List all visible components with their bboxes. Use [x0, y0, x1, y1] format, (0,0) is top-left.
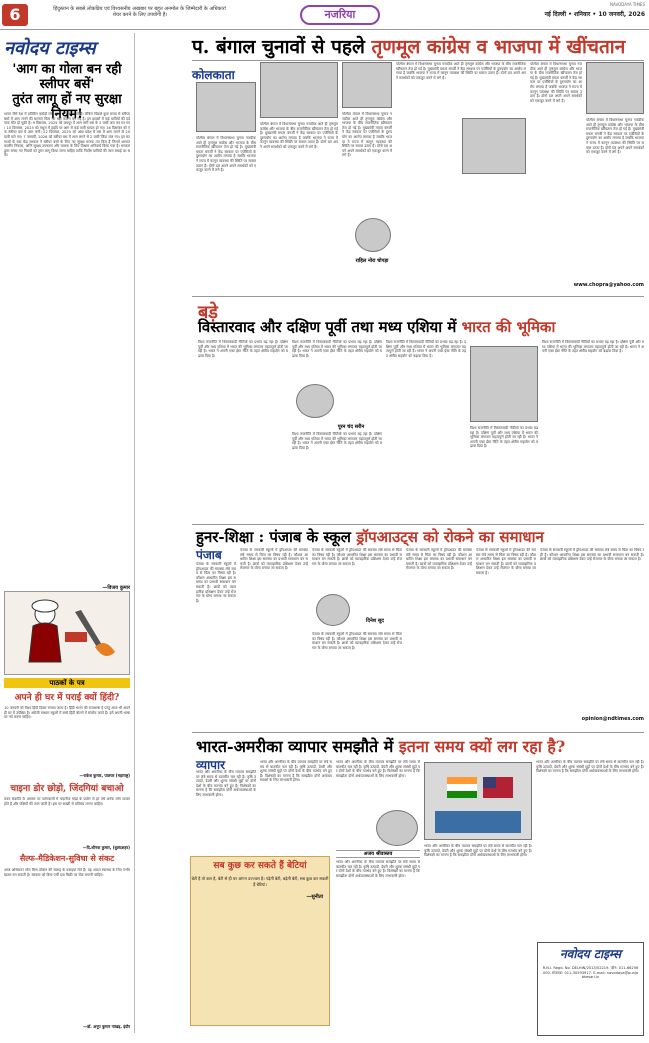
- poem-author: —सुनीता: [306, 894, 323, 900]
- column-rule: [134, 33, 135, 1033]
- article1-photo-4: [462, 118, 526, 174]
- article2-body-col4: विश्व राजनीति में विस्तारवादी नीतियों का प्रभाव बढ़ रहा है। दक्षिण पूर्वी और मध्य एशिया में भारत की भूमिका लगातार महत्वपूर्ण होती जा रही है। भारत ने अपनी एक्ट ईस्ट नीति के तहत क्षेत्रीय सहयोग को बढ़ावा दिया है।: [470, 426, 538, 449]
- article3-body-col1: पंजाब के सरकारी स्कूलों में ड्रॉपआउट की समस्या लंबे समय से चिंता का विषय रही है। कौशल आधारित शिक्षा इस समस्या का प्रभावी समाधान बन सकती है। छात्रों को व्यावहारिक प्रशिक्षण देकर उन्हें रोजगार के योग्य बनाया जा सकता है।: [196, 562, 236, 603]
- article1-body-col4: पश्चिम बंगाल में विधानसभा चुनाव नजदीक आते ही तृणमूल कांग्रेस और भाजपा के बीच राजनीतिक खींचतान तेज हो गई है। मुख्यमंत्री ममता बनर्जी ने केंद्र सरकार पर एजेंसियों के दुरुपयोग का आरोप लगाया है जबकि भाजपा ने राज्य में कानून व्यवस्था की स्थिति पर सवाल उठाए हैं। दोनों दल अपने अपने समर्थकों को एकजुट करने में लगे हैं।: [396, 62, 526, 80]
- letter2-author: —दि.शौनक कुमार, (बुलंदशहर): [82, 845, 130, 850]
- article2-headline-black: विस्तारवाद और दक्षिण पूर्वी तथा मध्य एशिया में: [198, 318, 457, 336]
- article3-body-col2: पंजाब के सरकारी स्कूलों में ड्रॉपआउट की समस्या लंबे समय से चिंता का विषय रही है। कौशल आधारित शिक्षा इस समस्या का प्रभावी समाधान बन सकती है। छात्रों को व्यावहारिक प्रशिक्षण देकर उन्हें रोजगार के योग्य बनाया जा सकता है।: [240, 548, 308, 571]
- article2-body-col2: विश्व राजनीति में विस्तारवादी नीतियों का प्रभाव बढ़ रहा है। दक्षिण पूर्वी और मध्य एशिया में भारत की भूमिका लगातार महत्वपूर्ण होती जा रही है। भारत ने अपनी एक्ट ईस्ट नीति के तहत क्षेत्रीय सहयोग को बढ़ावा दिया है।: [292, 340, 382, 358]
- article3-headline-red: ड्रॉपआउट्स को रोकने का समाधान: [356, 528, 544, 546]
- article3-body-col3b: पंजाब के सरकारी स्कूलों में ड्रॉपआउट की समस्या लंबे समय से चिंता का विषय रही है। कौशल आधारित शिक्षा इस समस्या का प्रभावी समाधान बन सकती है। छात्रों को व्यावहारिक प्रशिक्षण देकर उन्हें रोजगार के योग्य बनाया जा सकता है।: [312, 632, 402, 650]
- masthead-motto: हिंदुस्तान के सबसे लोकप्रिय एवं विश्वसनीय अखबार पर बहुत अनमोल के जिम्मेदारी के अधिकार! शेयर करने के लिए उपयोगी है।: [53, 6, 227, 18]
- editorial-author: —विजय कुमार: [102, 585, 130, 591]
- article1-headline: [192, 35, 644, 59]
- article1-photo-1: [196, 82, 256, 132]
- poem-text: बेटी है तो कल है, बेटी से ही घर आंगन उज्ज्वल है। पढ़ेगी बेटी, बढ़ेगी बेटी, सब कुछ कर सकती हैं बेटियां।: [191, 876, 329, 887]
- headline-rule: [192, 60, 644, 61]
- article1-headline-red: तृणमूल कांग्रेस व भाजपा में खींचतान: [371, 36, 626, 58]
- imprint-box: [537, 942, 644, 1036]
- poem-box: [190, 856, 330, 1026]
- article3-headline-black: हुनर-शिक्षा : पंजाब के स्कूल: [196, 528, 351, 546]
- article1-photo-5: [586, 62, 644, 114]
- article1-body-col2: पश्चिम बंगाल में विधानसभा चुनाव नजदीक आते ही तृणमूल कांग्रेस और भाजपा के बीच राजनीतिक खींचतान तेज हो गई है। मुख्यमंत्री ममता बनर्जी ने केंद्र सरकार पर एजेंसियों के दुरुपयोग का आरोप लगाया है जबकि भाजपा ने राज्य में कानून व्यवस्था की स्थिति पर सवाल उठाए हैं। दोनों दल अपने अपने समर्थकों को एकजुट करने में लगे हैं।: [260, 122, 338, 149]
- article1-photo-2: [260, 62, 338, 118]
- editorial-title: 'आग का गोला बन रही स्लीपर बसें': [12, 62, 122, 92]
- editorial-body: भारत जैसे देश में प्रतिदिन करोड़ों लोग बसों से यात्रा करते हैं। लेकिन पिछले कुछ समय से स्लीपर बसों में आग लगने की घटनाएं चिंता का बड़ा कारण बन गई हैं। इन हादसों में कई यात्रियों की दर्दनाक मौत हो चुकी है। 9 दिसम्बर, 2025 को जयपुर में आग लगी बस के 2 यात्री जल कर मर गए। 10 दिसम्बर, 2025 को मथुरा में हाईवे पर आग से कई यात्री घायल हो गए। 16 दिसम्बर को एक स्लीपर बस में आग लगी। 22 दिसम्बर, 2025 को आंध्र प्रदेश में बस में आग लगने से 20 यात्री मारे गए। 7 जनवरी, 2026 को स्लीपर बस में आग लगने से 2 यात्री जिंदा जल गए। इन घटनाओं के बाद केंद्र सरकार ने स्लीपर बसों के लिए नए सुरक्षा मानक तय किए हैं जिनमें आपातकालीन निकास, अग्नि सुरक्षा उपकरण और चालक के लिए विश्राम अनिवार्य किया गया है। सरकार द्वारा बनाए गए नियमों को तुरंत लागू किया जाना चाहिए ताकि निर्दोष यात्रियों की जान बचाई जा सके।: [4, 112, 130, 158]
- section-rule: [192, 524, 644, 525]
- author-photo-sarin: [296, 384, 334, 418]
- author-photo-ajay: [376, 810, 418, 846]
- article1-email: www.chopra@yahoo.com: [573, 282, 644, 288]
- article4-body-col5: भारत और अमरीका के बीच व्यापार समझौते पर लंबे समय से बातचीत चल रही है। कृषि उत्पादों, डेयरी और शुल्क संबंधी मुद्दों पर दोनों देशों के बीच मतभेद बने हुए हैं। विशेषज्ञों का मानना है कि समझौता दोनों अर्थव्यवस्थाओं के लिए लाभकारी होगा।: [536, 760, 644, 774]
- letter2-title: चाइना डोर छोड़ो, जिंदगियां बचाओ: [10, 784, 124, 794]
- article4-photo-flags: [424, 762, 532, 840]
- article2-body-col1: विश्व राजनीति में विस्तारवादी नीतियों का प्रभाव बढ़ रहा है। दक्षिण पूर्वी और मध्य एशिया में भारत की भूमिका लगातार महत्वपूर्ण होती जा रही है। भारत ने अपनी एक्ट ईस्ट नीति के तहत क्षेत्रीय सहयोग को बढ़ावा दिया है।: [198, 340, 288, 358]
- article4-body-col1: भारत और अमरीका के बीच व्यापार समझौते पर लंबे समय से बातचीत चल रही है। कृषि उत्पादों, डेयरी और शुल्क संबंधी मुद्दों पर दोनों देशों के बीच मतभेद बने हुए हैं। विशेषज्ञों का मानना है कि समझौता दोनों अर्थव्यवस्थाओं के लिए लाभकारी होगा।: [196, 770, 256, 797]
- article2-headline: [198, 318, 644, 336]
- article2-body-col3: विश्व राजनीति में विस्तारवादी नीतियों का प्रभाव बढ़ रहा है। दक्षिण पूर्वी और मध्य एशिया में भारत की भूमिका लगातार महत्वपूर्ण होती जा रही है। भारत ने अपनी एक्ट ईस्ट नीति के तहत क्षेत्रीय सहयोग को बढ़ावा दिया है।: [386, 340, 466, 358]
- article4-body-col3b: भारत और अमरीका के बीच व्यापार समझौते पर लंबे समय से बातचीत चल रही है। कृषि उत्पादों, डेयरी और शुल्क संबंधी मुद्दों पर दोनों देशों के बीच मतभेद बने हुए हैं। विशेषज्ञों का मानना है कि समझौता दोनों अर्थव्यवस्थाओं के लिए लाभकारी होगा।: [336, 860, 420, 878]
- imprint-logo: नवोदय टाइम्स: [559, 947, 621, 961]
- article2-photo: [470, 346, 538, 422]
- article4-body-col2: भारत और अमरीका के बीच व्यापार समझौते पर लंबे समय से बातचीत चल रही है। कृषि उत्पादों, डेयरी और शुल्क संबंधी मुद्दों पर दोनों देशों के बीच मतभेद बने हुए हैं। विशेषज्ञों का मानना है कि समझौता दोनों अर्थव्यवस्थाओं के लिए लाभकारी होगा।: [260, 760, 332, 783]
- article4-headline-black: भारत-अमरीका व्यापार समझौते में: [196, 737, 394, 756]
- section-rule: [192, 296, 644, 297]
- article2-body-col2b: विश्व राजनीति में विस्तारवादी नीतियों का प्रभाव बढ़ रहा है। दक्षिण पूर्वी और मध्य एशिया में भारत की भूमिका लगातार महत्वपूर्ण होती जा रही है। भारत ने अपनी एक्ट ईस्ट नीति के तहत क्षेत्रीय सहयोग को बढ़ावा दिया है।: [292, 432, 382, 450]
- article3-body-col6: पंजाब के सरकारी स्कूलों में ड्रॉपआउट की समस्या लंबे समय से चिंता का विषय रही है। कौशल आधारित शिक्षा इस समस्या का प्रभावी समाधान बन सकती है। छात्रों को व्यावहारिक प्रशिक्षण देकर उन्हें रोजगार के योग्य बनाया जा सकता है।: [540, 548, 644, 562]
- letter3-body: आज अधिकतर लोग बिना डॉक्टर की सलाह के दवाइयां लेते हैं। यह आदत स्वास्थ्य के लिए गंभीर खतरा बन सकती है। सरकार को बिना पर्ची दवा बिक्री पर रोक लगानी चाहिए।: [4, 868, 130, 877]
- poem-title: सब कुछ कर सकते हैं बेटियां: [213, 861, 307, 871]
- letter3-title: सैल्फ-मैडिकेशन-सुविधा से संकट: [19, 853, 115, 863]
- article1-body-col1: पश्चिम बंगाल में विधानसभा चुनाव नजदीक आते ही तृणमूल कांग्रेस और भाजपा के बीच राजनीतिक खींचतान तेज हो गई है। मुख्यमंत्री ममता बनर्जी ने केंद्र सरकार पर एजेंसियों के दुरुपयोग का आरोप लगाया है जबकि भाजपा ने राज्य में कानून व्यवस्था की स्थिति पर सवाल उठाए हैं। दोनों दल अपने अपने समर्थकों को एकजुट करने में लगे हैं।: [196, 136, 256, 173]
- page-number: 6: [2, 4, 28, 26]
- article3-body-col3: पंजाब के सरकारी स्कूलों में ड्रॉपआउट की समस्या लंबे समय से चिंता का विषय रही है। कौशल आधारित शिक्षा इस समस्या का प्रभावी समाधान बन सकती है। छात्रों को व्यावहारिक प्रशिक्षण देकर उन्हें रोजगार के योग्य बनाया जा सकता है।: [312, 548, 402, 566]
- section-rule: [192, 732, 644, 733]
- editorial-subtitle: तुरंत लागू हों नए सुरक्षा नियम!: [12, 92, 122, 122]
- article4-author: अजय श्रीवास्तव: [336, 850, 420, 858]
- article4-headline: [196, 737, 644, 756]
- article3-body-col5: पंजाब के सरकारी स्कूलों में ड्रॉपआउट की समस्या लंबे समय से चिंता का विषय रही है। कौशल आधारित शिक्षा इस समस्या का प्रभावी समाधान बन सकती है। छात्रों को व्यावहारिक प्रशिक्षण देकर उन्हें रोजगार के योग्य बनाया जा सकता है।: [476, 548, 536, 575]
- article3-headline: [196, 528, 644, 546]
- article3-author: दिनेश सूद: [366, 618, 384, 624]
- site-name: NAVODAYA TIMES: [609, 2, 645, 7]
- article3-body-col4: पंजाब के सरकारी स्कूलों में ड्रॉपआउट की समस्या लंबे समय से चिंता का विषय रही है। कौशल आधारित शिक्षा इस समस्या का प्रभावी समाधान बन सकती है। छात्रों को व्यावहारिक प्रशिक्षण देकर उन्हें रोजगार के योग्य बनाया जा सकता है।: [406, 548, 472, 571]
- article2-author: पूरन चंद सरीन: [337, 424, 365, 430]
- imprint-text: R.N.I. Regd. No. DELHIN/2013/52219. फोन: 011-66256000. संपादक: 011-30593917. E-mail: navodaya@punjabkesari.in: [542, 966, 639, 980]
- article1-body-col5: पश्चिम बंगाल में विधानसभा चुनाव नजदीक आते ही तृणमूल कांग्रेस और भाजपा के बीच राजनीतिक खींचतान तेज हो गई है। मुख्यमंत्री ममता बनर्जी ने केंद्र सरकार पर एजेंसियों के दुरुपयोग का आरोप लगाया है जबकि भाजपा ने राज्य में कानून व्यवस्था की स्थिति पर सवाल उठाए हैं। दोनों दल अपने अपने समर्थकों को एकजुट करने में लगे हैं।: [530, 62, 582, 103]
- letter1-body: 10 जनवरी को विश्व हिंदी दिवस मनाया जाता है। हिंदी भारत की राजभाषा है परंतु आज भी अपने ही घर में उपेक्षित है। अंग्रेजी माध्यम स्कूलों में बच्चे हिंदी बोलने में संकोच करते हैं। हमें अपनी भाषा पर गर्व करना चाहिए।: [4, 706, 130, 720]
- article1-headline-black: प. बंगाल चुनावों से पहले: [192, 36, 365, 58]
- article4-headline-red: इतना समय क्यों लग रहा है?: [398, 737, 566, 756]
- article1-body-col3: पश्चिम बंगाल में विधानसभा चुनाव नजदीक आते ही तृणमूल कांग्रेस और भाजपा के बीच राजनीतिक खींचतान तेज हो गई है। मुख्यमंत्री ममता बनर्जी ने केंद्र सरकार पर एजेंसियों के दुरुपयोग का आरोप लगाया है जबकि भाजपा ने राज्य में कानून व्यवस्था की स्थिति पर सवाल उठाए हैं। दोनों दल अपने अपने समर्थकों को एकजुट करने में लगे हैं।: [342, 112, 392, 158]
- article3-email: opinion@ndtimes.com: [581, 716, 644, 722]
- cartoon-drawing: [5, 592, 129, 674]
- article2-body-col5: विश्व राजनीति में विस्तारवादी नीतियों का प्रभाव बढ़ रहा है। दक्षिण पूर्वी और मध्य एशिया में भारत की भूमिका लगातार महत्वपूर्ण होती जा रही है। भारत ने अपनी एक्ट ईस्ट नीति के तहत क्षेत्रीय सहयोग को बढ़ावा दिया है।: [542, 340, 644, 354]
- author-photo-rahil: [355, 218, 391, 252]
- cartoon-image: [4, 591, 130, 675]
- article1-body-col6: पश्चिम बंगाल में विधानसभा चुनाव नजदीक आते ही तृणमूल कांग्रेस और भाजपा के बीच राजनीतिक खींचतान तेज हो गई है। मुख्यमंत्री ममता बनर्जी ने केंद्र सरकार पर एजेंसियों के दुरुपयोग का आरोप लगाया है जबकि भाजपा ने राज्य में कानून व्यवस्था की स्थिति पर सवाल उठाए हैं। दोनों दल अपने अपने समर्थकों को एकजुट करने में लगे हैं।: [586, 118, 644, 155]
- letter2-body: मकर संक्रांति के अवसर पर पतंगबाजी में चाइनीज मांझे के प्रयोग से हर वर्ष अनेक लोग घायल होते हैं और पक्षियों की जान जाती है। इस पर सख्ती से प्रतिबंध लगना चाहिए।: [4, 797, 130, 806]
- newspaper-logo: नवोदय टाइम्स: [4, 38, 96, 59]
- article1-dateline: कोलकाता: [192, 68, 235, 82]
- letter1-title: अपने ही घर में पराई क्यों हिंदी?: [14, 693, 120, 703]
- article2-prefix: बड़े: [198, 302, 218, 323]
- article4-dateline: व्यापार: [196, 758, 226, 772]
- article1-photo-3: [342, 62, 392, 108]
- article1-author: राहिल नोरा चोपड़ा: [355, 258, 389, 264]
- letters-section-header: पाठकों के पत्र: [4, 678, 130, 688]
- article4-body-col4: भारत और अमरीका के बीच व्यापार समझौते पर लंबे समय से बातचीत चल रही है। कृषि उत्पादों, डेयरी और शुल्क संबंधी मुद्दों पर दोनों देशों के बीच मतभेद बने हुए हैं। विशेषज्ञों का मानना है कि समझौता दोनों अर्थव्यवस्थाओं के लिए लाभकारी होगा।: [424, 844, 532, 858]
- article3-dateline: पंजाब: [196, 548, 222, 562]
- letter1-author: —राकेश कुमार, पालघर (महाराष्ट्र): [79, 773, 130, 778]
- flags-graphic: [425, 763, 531, 839]
- author-photo-dinesh: [316, 594, 350, 626]
- print-registration-marks: [0, 1036, 649, 1043]
- section-title: नजरिया: [300, 5, 380, 25]
- edition-date: नई दिल्ली • शनिवार • 10 जनवरी, 2026: [544, 11, 645, 18]
- letter3-author: —डॉ. अनूप कुमार गाखड़, इंदौर: [83, 1024, 130, 1029]
- article4-body-col3: भारत और अमरीका के बीच व्यापार समझौते पर लंबे समय से बातचीत चल रही है। कृषि उत्पादों, डेयरी और शुल्क संबंधी मुद्दों पर दोनों देशों के बीच मतभेद बने हुए हैं। विशेषज्ञों का मानना है कि समझौता दोनों अर्थव्यवस्थाओं के लिए लाभकारी होगा।: [336, 760, 420, 778]
- article2-headline-red: भारत की भूमिका: [461, 318, 556, 336]
